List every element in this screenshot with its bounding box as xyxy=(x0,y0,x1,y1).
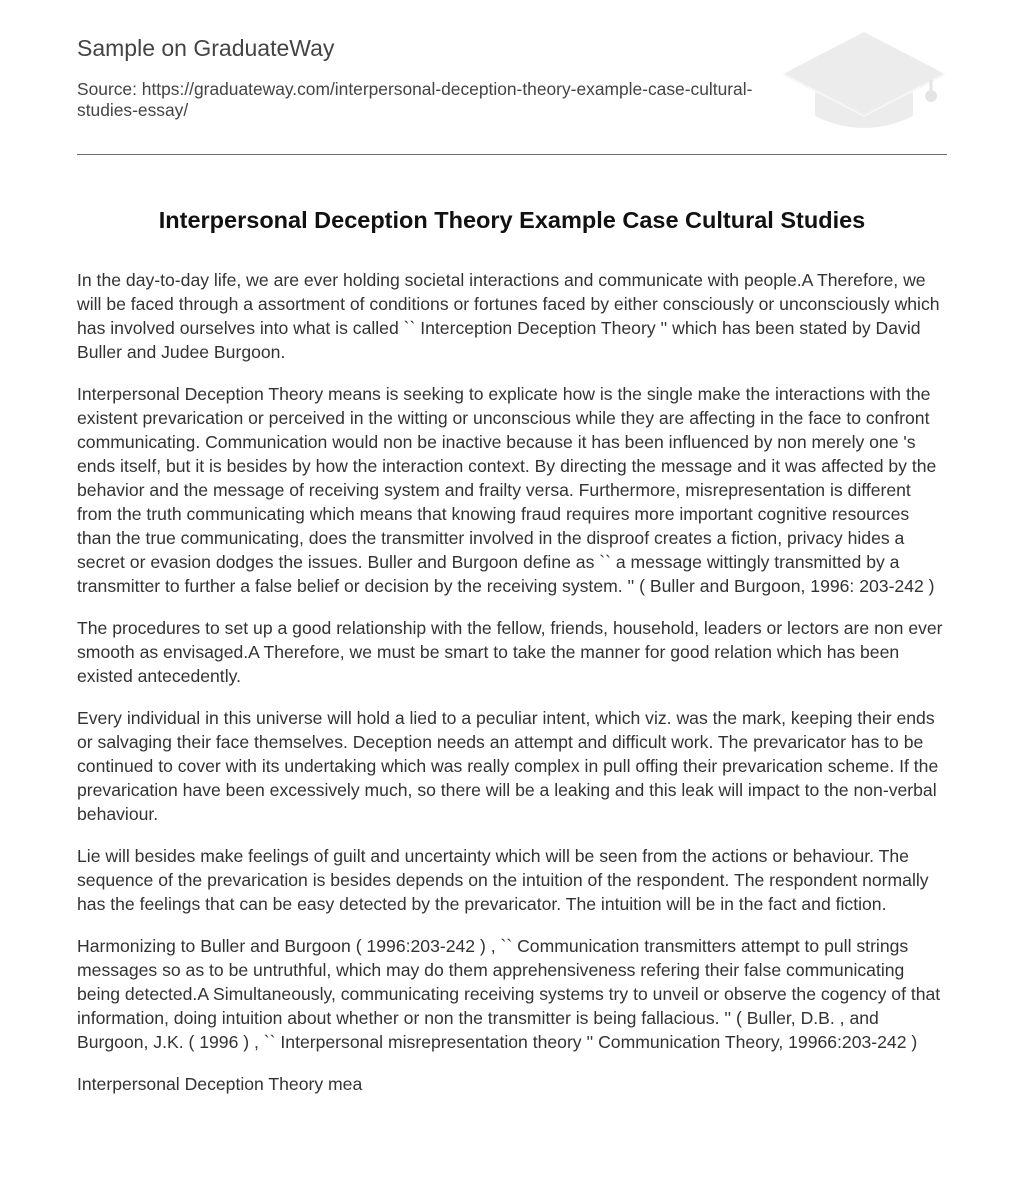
document-title: Interpersonal Deception Theory Example Case Cultural Studies xyxy=(158,207,866,233)
graduation-cap-svg xyxy=(781,30,947,134)
source-line xyxy=(77,79,789,121)
paragraph: Interpersonal Deception Theory mea xyxy=(77,1074,363,1094)
paragraph: The procedures to set up a good relationship with the fellow, friends, household, leaders or lectors are non ever smooth as envisaged.A Therefore, we must be smart to take the manner for good relation which has been existed antecedently. xyxy=(77,618,943,686)
graduation-cap-icon xyxy=(781,30,947,134)
paragraph: Lie will besides make feelings of guilt and uncertainty which will be seen from the actions or behaviour. The sequence of the prevarication is besides depends on the intuition of the respondent. The respondent normally has the feelings that can be easy detected by the prevaricator. The intuition will be in the fact and fiction. xyxy=(77,846,929,914)
paragraph: Interpersonal Deception Theory means is seeking to explicate how is the single make the interactions with the existent prevarication or perceived in the witting or unconscious while they are affecting in the face to confront communicating. Communication would non be inactive because it has been influenced by non merely one 's ends itself, but it is besides by how the interaction context. By directing the message and it was affected by the behavior and the message of receiving system and frailty versa. Furthermore, misrepresentation is different from the truth communicating which means that knowing fraud requires more important cognitive resources than the true communicating, does the transmitter involved in the disproof creates a fiction, privacy hides a secret or evasion dodges the issues. Buller and Burgoon define as `` a message wittingly transmitted by a transmitter to further a false belief or decision by the receiving system. '' ( Buller and Burgoon, 1996: 203-242 ) xyxy=(77,384,937,596)
paragraph: Every individual in this universe will hold a lied to a peculiar intent, which viz. was the mark, keeping their ends or salvaging their face themselves. Deception needs an attempt and difficult work. The prevaricator has to be continued to cover with its undertaking which was really complex in pull offing their prevarication scheme. If the prevarication have been excessively much, so there will be a leaking and this leak will impact to the non-verbal behaviour. xyxy=(77,708,939,824)
paragraph: Harmonizing to Buller and Burgoon ( 1996:203-242 ) , `` Communication transmitters attempt to pull strings messages so as to be untruthful, which may do them apprehensiveness refering their false communicating being detected.A Simultaneously, communicating receiving systems try to unveil or observe the cogency of that information, doing intuition about whether or non the transmitter is being fallacious. '' ( Buller, D.B. , and Burgoon, J.K. ( 1996 ) , `` Interpersonal misrepresentation theory '' Communication Theory, 19966:203-242 ) xyxy=(77,936,941,1052)
source-link[interactable]: https://graduateway.com/interpersonal-deception-theory-example-case-cultural-studies-essay/ xyxy=(77,79,753,120)
source-label: Source: xyxy=(77,79,137,99)
site-title: Sample on GraduateWay xyxy=(77,35,335,61)
header-divider xyxy=(77,154,947,155)
paragraph: In the day-to-day life, we are ever holding societal interactions and communicate with people.A Therefore, we will be faced through a assortment of conditions or fortunes faced by either consciously or unconsciously which has involved ourselves into what is called `` Interception Deception Theory '' which has been stated by David Buller and Judee Burgoon. xyxy=(77,270,940,362)
document-body xyxy=(77,268,947,1114)
